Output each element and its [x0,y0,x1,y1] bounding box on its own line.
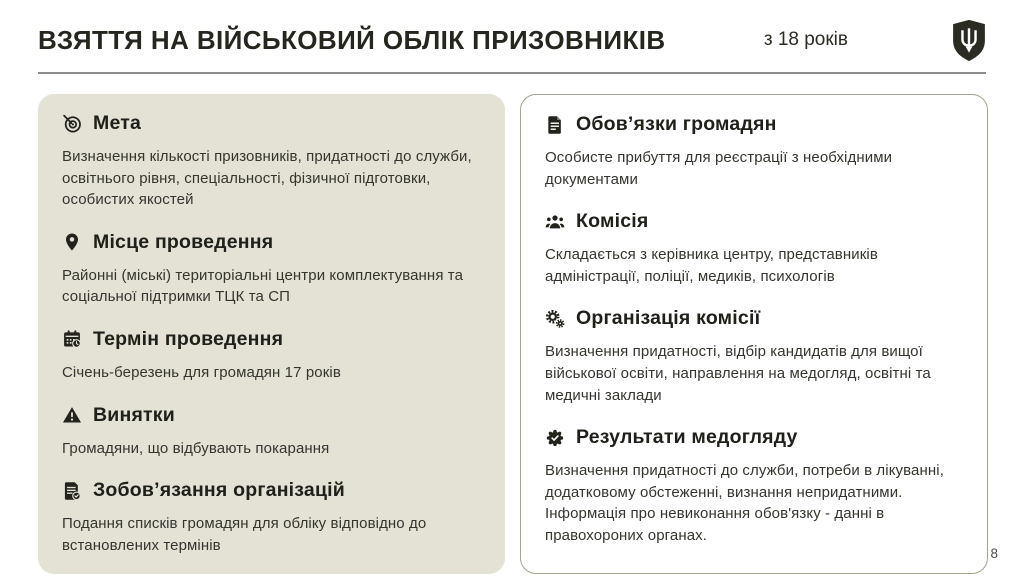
page-number: 8 [990,546,998,561]
section-commission [545,210,963,287]
section-body: Складається з керівника центру, представників адміністрації, поліції, медиків, психологів [545,246,878,285]
document-badge-icon [62,481,82,501]
section-title: Мета [93,112,142,134]
section-body: Районні (міські) територіальні центри комплектування та соціальної підтримки ТЦК та СП [62,266,464,306]
section-exceptions [62,404,481,460]
section-title: Винятки [93,403,175,426]
gears-icon [545,309,565,329]
section-body: Подання списків громадян для обліку відповідно до встановлених термінів [62,515,427,554]
trident-shield-icon [952,19,986,62]
age-note: з 18 років [763,29,848,50]
section-term [62,328,481,384]
people-icon [545,212,565,232]
section-title: Результати медогляду [576,426,798,449]
header [0,0,1024,62]
section-body: Громадяни, що відбувають покарання [62,439,330,457]
section-heading [545,210,963,233]
section-meta [62,112,481,211]
section-heading [62,112,481,135]
target-icon [62,114,82,134]
section-heading [62,231,481,254]
section-title: Термін проведення [93,327,284,350]
page-title: ВЗЯТТЯ НА ВІЙСЬКОВИЙ ОБЛІК ПРИЗОВНИКІВ [38,24,666,55]
section-heading [545,113,963,136]
left-card [38,94,505,574]
section-heading [545,307,963,330]
section-heading [62,328,481,351]
location-pin-icon [62,232,82,252]
section-citizen-duties [545,113,963,190]
section-body: Визначення придатності, відбір кандидатів для вищої військової освіти, направлення на медогляд, освітні та медичні заклади [545,343,931,404]
section-title: Комісія [576,210,649,233]
warning-icon [62,405,82,425]
section-body: Особисте прибуття для реєстрації з необхідними документами [545,149,893,188]
calendar-clock-icon [62,329,82,349]
section-body: Визначення придатності до служби, потреби в лікуванні, додатковому обстеженні, визнання непридатними. Інформація про невиконання обов'язку - данні в правохороних органах. [545,462,944,544]
section-org-obligations [62,479,481,556]
section-title: Зобов’язання організацій [93,479,345,502]
section-body: Січень-березень для громадян 17 років [62,363,341,381]
section-title: Організація комісії [576,307,761,330]
right-card [520,94,988,574]
section-heading [62,479,481,502]
section-heading [545,426,963,449]
section-title: Обов’язки громадян [576,113,777,135]
section-place [62,231,481,308]
section-heading [62,404,481,427]
document-icon [545,115,565,135]
seal-check-icon [545,428,565,448]
content [38,94,988,574]
section-medical-results [545,426,963,546]
section-commission-organization [545,307,963,406]
section-body: Визначення кількості призовників, придатності до служби, освітнього рівня, спеціальності, фізичної підготовки, особистих якостей [62,148,472,209]
section-title: Місце проведення [93,230,274,253]
header-divider [38,72,986,74]
